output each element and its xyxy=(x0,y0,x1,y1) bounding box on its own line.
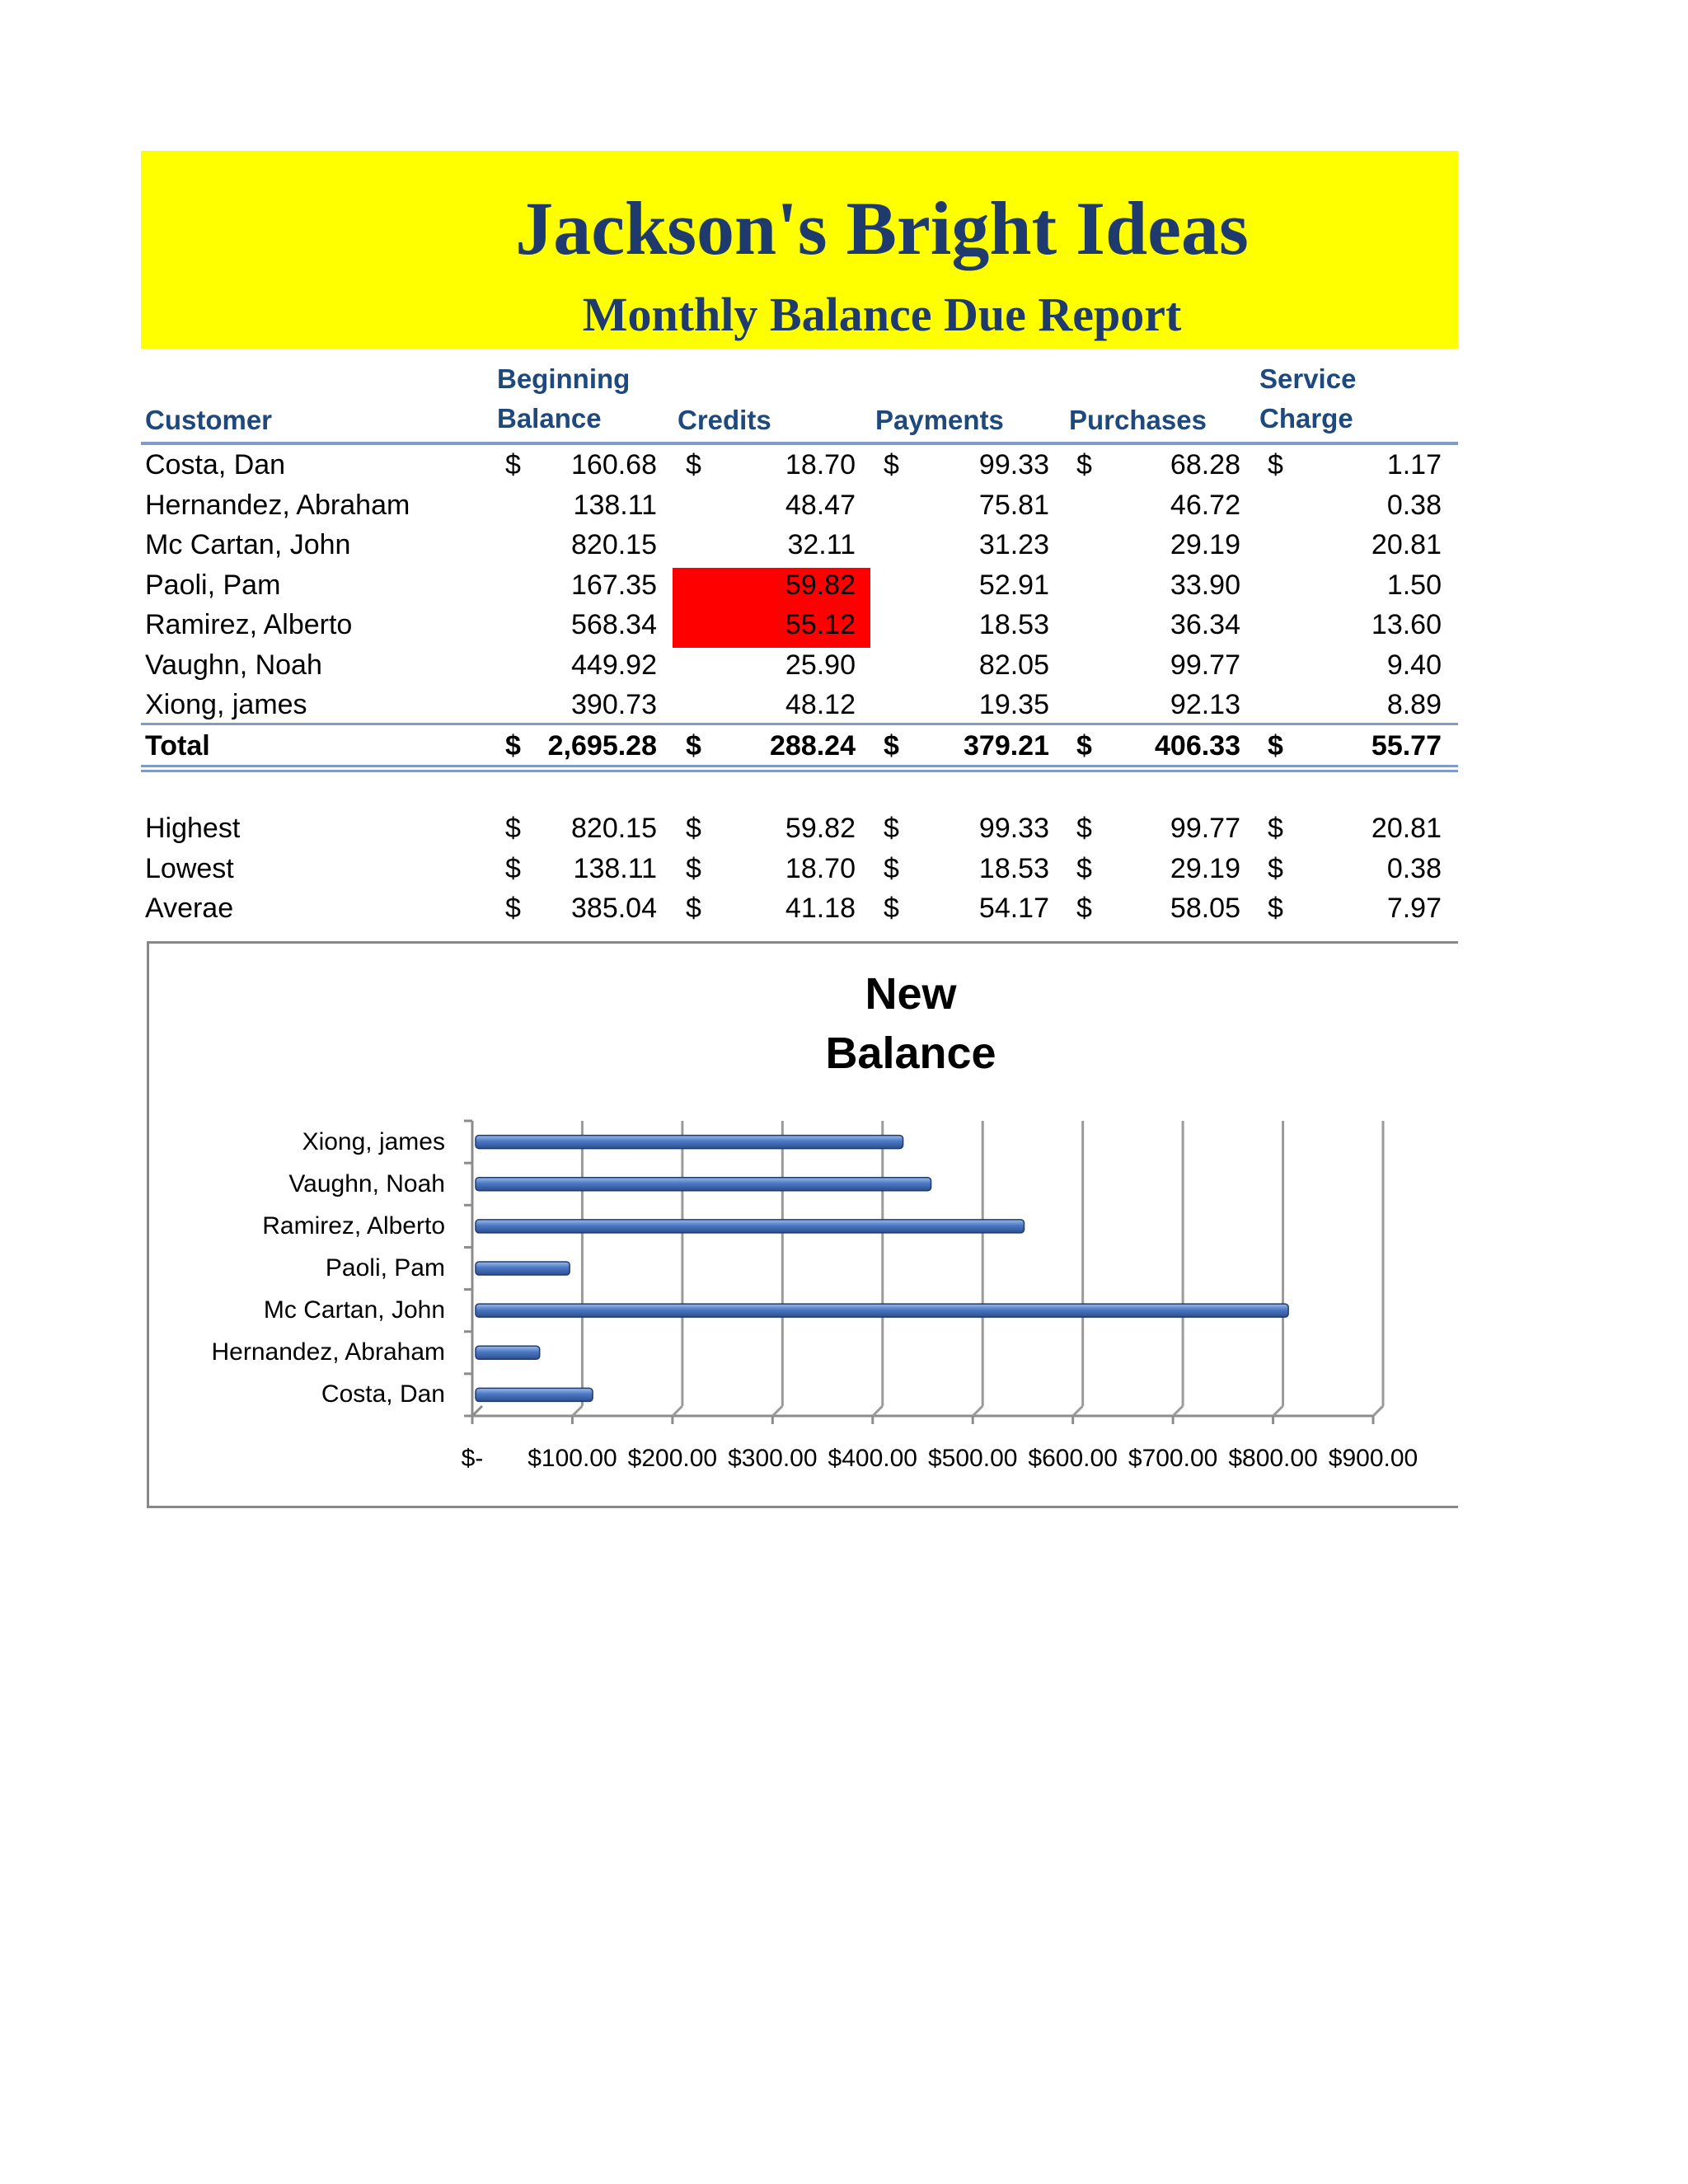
service-value: 8.89 xyxy=(1386,689,1442,720)
category-label: Ramirez, Alberto xyxy=(262,1212,445,1240)
customer-name: Xiong, james xyxy=(145,689,307,720)
customer-name: Ramirez, Alberto xyxy=(145,609,353,640)
stat-credits: 59.82 xyxy=(785,813,856,844)
beginning-value: 820.15 xyxy=(571,529,657,560)
report-subtitle: Monthly Balance Due Report xyxy=(582,288,1182,341)
x-tick-label: $200.00 xyxy=(627,1445,718,1472)
dollar-sign: $ xyxy=(1268,449,1283,480)
x-tick-label: $300.00 xyxy=(728,1445,818,1472)
customer-name: Vaughn, Noah xyxy=(145,649,322,681)
chart-depth-edge xyxy=(472,1406,482,1416)
dollar-sign: $ xyxy=(1076,893,1092,924)
stat-label: Averae xyxy=(145,893,234,924)
stat-service: 0.38 xyxy=(1386,852,1442,884)
stat-service: 20.81 xyxy=(1371,813,1442,844)
purchases-value: 46.72 xyxy=(1170,489,1240,521)
header-beginning-line1: Beginning xyxy=(497,363,631,394)
payments-value: 99.33 xyxy=(978,449,1049,480)
stat-payments: 54.17 xyxy=(978,893,1049,924)
chart-title-line2: Balance xyxy=(825,1029,996,1078)
stat-payments: 99.33 xyxy=(978,813,1049,844)
dollar-sign: $ xyxy=(1268,813,1283,844)
dollar-sign: $ xyxy=(1076,730,1092,762)
category-label: Hernandez, Abraham xyxy=(211,1338,445,1366)
category-label: Paoli, Pam xyxy=(325,1254,445,1282)
x-tick-label: $700.00 xyxy=(1128,1445,1218,1472)
dollar-sign: $ xyxy=(1268,730,1283,762)
dollar-sign: $ xyxy=(505,449,521,480)
dollar-sign: $ xyxy=(505,893,521,924)
dollar-sign: $ xyxy=(884,852,899,884)
category-label: Xiong, james xyxy=(302,1127,445,1155)
category-label: Vaughn, Noah xyxy=(288,1169,445,1197)
service-value: 1.50 xyxy=(1386,569,1442,601)
service-value: 0.38 xyxy=(1386,489,1442,521)
dollar-sign: $ xyxy=(1076,813,1092,844)
header-credits: Credits xyxy=(678,405,771,435)
gridline-foot xyxy=(673,1406,682,1416)
service-value: 9.40 xyxy=(1386,649,1442,681)
stat-service: 7.97 xyxy=(1386,893,1442,924)
gridline-foot xyxy=(772,1406,782,1416)
stat-label: Lowest xyxy=(145,852,234,884)
header-beginning-line2: Balance xyxy=(497,403,602,434)
dollar-sign: $ xyxy=(686,852,701,884)
x-tick-label: $400.00 xyxy=(828,1445,917,1472)
gridline-foot xyxy=(1173,1406,1183,1416)
stat-purchases: 29.19 xyxy=(1170,852,1240,884)
total-credits: 288.24 xyxy=(770,730,856,762)
dollar-sign: $ xyxy=(884,449,899,480)
purchases-value: 36.34 xyxy=(1170,609,1240,640)
x-tick-label: $100.00 xyxy=(528,1445,617,1472)
service-value: 1.17 xyxy=(1386,449,1442,480)
service-value: 13.60 xyxy=(1371,609,1442,640)
purchases-value: 99.77 xyxy=(1170,649,1240,681)
dollar-sign: $ xyxy=(505,813,521,844)
chart-axis-frame xyxy=(472,1121,1383,1416)
stat-purchases: 99.77 xyxy=(1170,813,1240,844)
customer-name: Hernandez, Abraham xyxy=(145,489,410,521)
gridline-foot xyxy=(973,1406,982,1416)
customer-name: Mc Cartan, John xyxy=(145,529,351,560)
gridline-foot xyxy=(1373,1406,1383,1416)
dollar-sign: $ xyxy=(884,813,899,844)
company-title: Jackson's Bright Ideas xyxy=(515,186,1249,270)
beginning-value: 167.35 xyxy=(571,569,657,601)
credits-value: 55.12 xyxy=(785,609,856,640)
customer-name: Costa, Dan xyxy=(145,449,286,480)
credits-value: 59.82 xyxy=(785,569,856,601)
credits-value: 48.12 xyxy=(785,689,856,720)
header-customer: Customer xyxy=(145,405,273,435)
total-service: 55.77 xyxy=(1371,730,1442,762)
beginning-value: 449.92 xyxy=(571,649,657,681)
dollar-sign: $ xyxy=(1076,449,1092,480)
stat-credits: 18.70 xyxy=(785,852,856,884)
bar-1 xyxy=(476,1136,903,1149)
x-tick-label: $500.00 xyxy=(927,1445,1018,1472)
bar-4 xyxy=(476,1262,570,1275)
stat-beginning: 820.15 xyxy=(571,813,657,844)
bar-7 xyxy=(476,1388,593,1401)
total-purchases: 406.33 xyxy=(1155,730,1240,762)
stat-purchases: 58.05 xyxy=(1170,893,1240,924)
payments-value: 52.91 xyxy=(978,569,1049,601)
x-tick-label: $900.00 xyxy=(1328,1445,1418,1472)
service-value: 20.81 xyxy=(1371,529,1442,560)
beginning-value: 138.11 xyxy=(573,489,657,521)
dollar-sign: $ xyxy=(686,730,701,762)
credits-value: 48.47 xyxy=(785,489,856,521)
header-service-line2: Charge xyxy=(1259,403,1353,434)
customer-name: Paoli, Pam xyxy=(145,569,281,601)
purchases-value: 92.13 xyxy=(1170,689,1240,720)
dollar-sign: $ xyxy=(505,730,521,762)
gridline-foot xyxy=(873,1406,883,1416)
beginning-value: 568.34 xyxy=(571,609,657,640)
payments-value: 18.53 xyxy=(978,609,1049,640)
stat-beginning: 138.11 xyxy=(573,852,657,884)
dollar-sign: $ xyxy=(1268,893,1283,924)
category-label: Costa, Dan xyxy=(321,1380,445,1408)
dollar-sign: $ xyxy=(1076,852,1092,884)
credits-value: 18.70 xyxy=(785,449,856,480)
x-tick-label: $800.00 xyxy=(1228,1445,1318,1472)
stat-beginning: 385.04 xyxy=(571,893,657,924)
gridline-foot xyxy=(572,1406,582,1416)
stat-label: Highest xyxy=(145,813,241,844)
x-tick-label: $600.00 xyxy=(1028,1445,1118,1472)
payments-value: 19.35 xyxy=(978,689,1049,720)
dollar-sign: $ xyxy=(686,449,701,480)
total-payments: 379.21 xyxy=(964,730,1049,762)
purchases-value: 29.19 xyxy=(1170,529,1240,560)
dollar-sign: $ xyxy=(505,852,521,884)
dollar-sign: $ xyxy=(884,730,899,762)
category-label: Mc Cartan, John xyxy=(263,1296,445,1324)
total-beginning: 2,695.28 xyxy=(547,730,657,762)
bar-3 xyxy=(476,1220,1025,1233)
chart-title-line1: New xyxy=(865,969,957,1019)
gridline-foot xyxy=(1273,1406,1283,1416)
credits-value: 25.90 xyxy=(785,649,856,681)
payments-value: 31.23 xyxy=(978,529,1049,560)
header-payments: Payments xyxy=(875,405,1004,435)
dollar-sign: $ xyxy=(686,813,701,844)
bar-5 xyxy=(476,1304,1288,1317)
dollar-sign: $ xyxy=(884,893,899,924)
beginning-value: 390.73 xyxy=(571,689,657,720)
bar-6 xyxy=(476,1346,540,1359)
header-service-line1: Service xyxy=(1259,363,1357,394)
total-label: Total xyxy=(145,730,210,762)
purchases-value: 33.90 xyxy=(1170,569,1240,601)
bar-2 xyxy=(476,1178,931,1191)
payments-value: 82.05 xyxy=(978,649,1049,681)
payments-value: 75.81 xyxy=(978,489,1049,521)
credits-value: 32.11 xyxy=(787,529,856,560)
gridline-foot xyxy=(1073,1406,1083,1416)
stat-payments: 18.53 xyxy=(978,852,1049,884)
purchases-value: 68.28 xyxy=(1170,449,1240,480)
dollar-sign: $ xyxy=(1268,852,1283,884)
beginning-value: 160.68 xyxy=(571,449,657,480)
dollar-sign: $ xyxy=(686,893,701,924)
header-purchases: Purchases xyxy=(1069,405,1207,435)
x-tick-label: $- xyxy=(461,1445,484,1472)
stat-credits: 41.18 xyxy=(785,893,856,924)
